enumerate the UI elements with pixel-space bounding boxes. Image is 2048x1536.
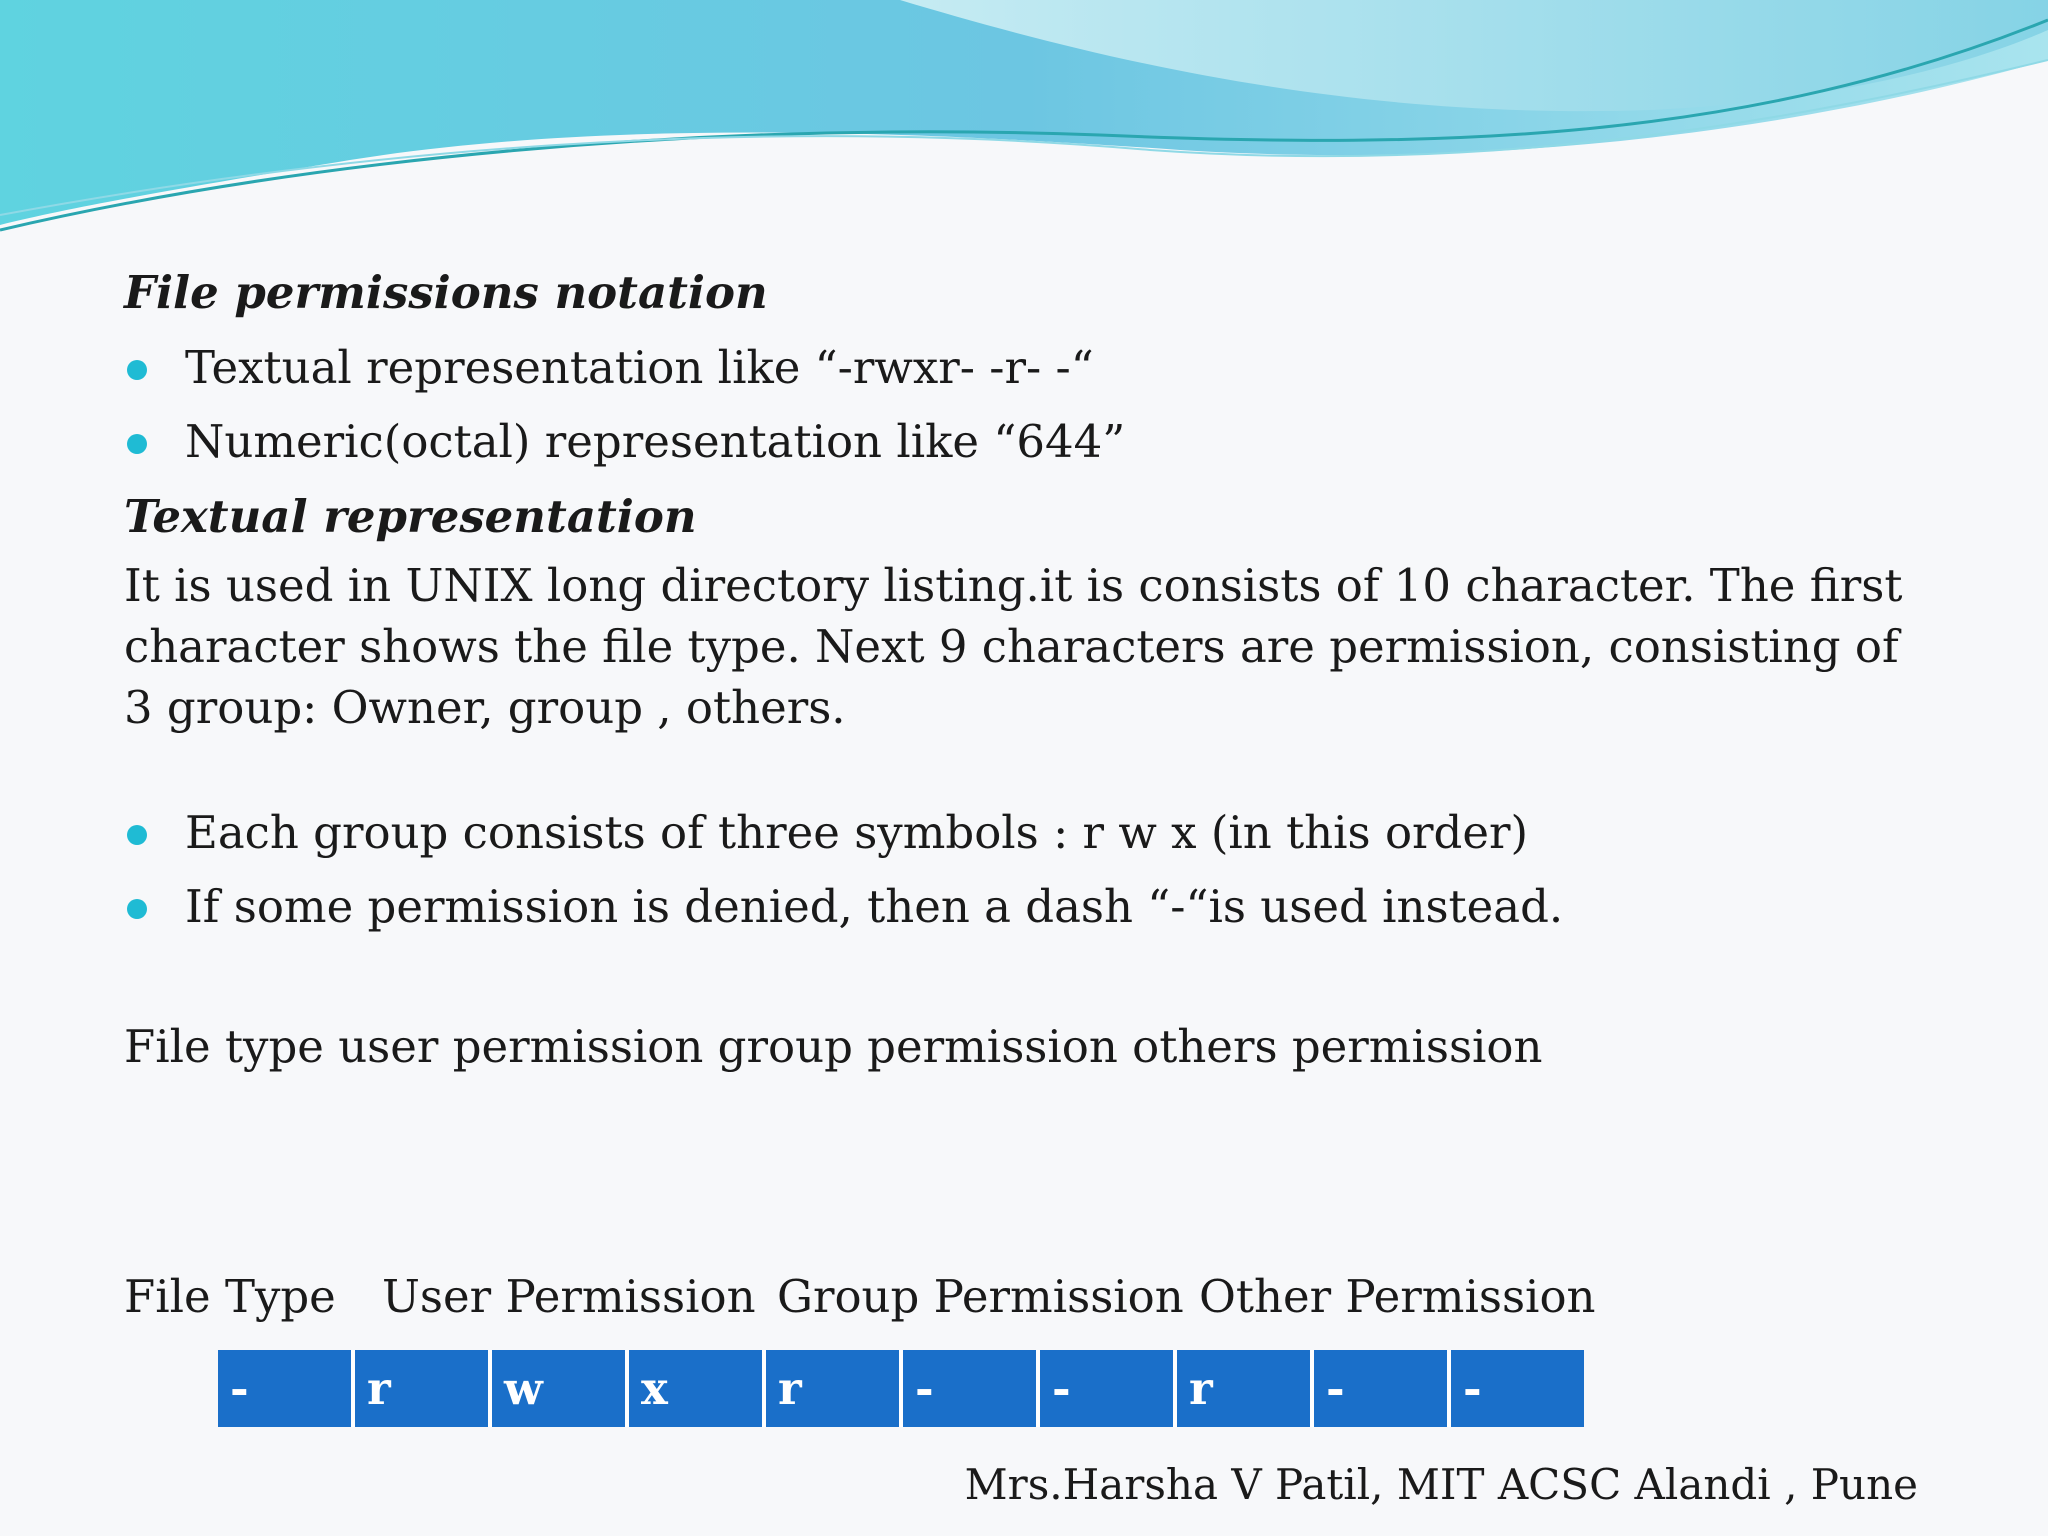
permission-cell: - xyxy=(1451,1350,1584,1427)
label-file-type: File Type xyxy=(124,1270,336,1323)
permission-string-table xyxy=(218,1350,1584,1427)
label-other-permission: Other Permission xyxy=(1199,1270,1596,1323)
label-user-permission: User Permission xyxy=(382,1270,756,1323)
permission-column-labels xyxy=(124,1270,1824,1340)
permission-cell: - xyxy=(903,1350,1036,1427)
permission-cell: - xyxy=(1040,1350,1173,1427)
list-item: Each group consists of three symbols : r w x (in this order) xyxy=(124,796,1984,870)
permission-cell: r xyxy=(355,1350,488,1427)
permission-cell: - xyxy=(1314,1350,1447,1427)
permission-cell: - xyxy=(218,1350,351,1427)
bullet-dot-icon xyxy=(127,434,147,454)
list-item: Textual representation like “-rwxr- -r- -“ xyxy=(124,331,1984,405)
symbol-bullet-list xyxy=(124,796,1984,944)
heading-notation: File permissions notation xyxy=(124,266,768,319)
summary-line: File type user permission group permission others permission xyxy=(124,1020,1543,1073)
bullet-dot-icon xyxy=(127,360,147,380)
bullet-dot-icon xyxy=(127,825,147,845)
permission-cell: w xyxy=(492,1350,625,1427)
slide-content xyxy=(124,255,1984,1077)
permission-cell: r xyxy=(1177,1350,1310,1427)
description-paragraph: It is used in UNIX long directory listing.it is consists of 10 character. The first character shows the file type. Next 9 characters are permission, consisting of 3 group: Owner, group , others. xyxy=(124,559,1903,734)
bullet-dot-icon xyxy=(127,899,147,919)
permission-cell: x xyxy=(629,1350,762,1427)
heading-textual: Textual representation xyxy=(124,490,697,543)
permission-cell: r xyxy=(766,1350,899,1427)
list-item: If some permission is denied, then a dash “-“is used instead. xyxy=(124,870,1984,944)
header-wave-decoration xyxy=(0,0,2048,240)
author-footer: Mrs.Harsha V Patil, MIT ACSC Alandi , Pune xyxy=(964,1460,1918,1509)
list-item: Numeric(octal) representation like “644” xyxy=(124,405,1984,479)
label-group-permission: Group Permission xyxy=(777,1270,1184,1323)
notation-bullet-list xyxy=(124,331,1984,479)
